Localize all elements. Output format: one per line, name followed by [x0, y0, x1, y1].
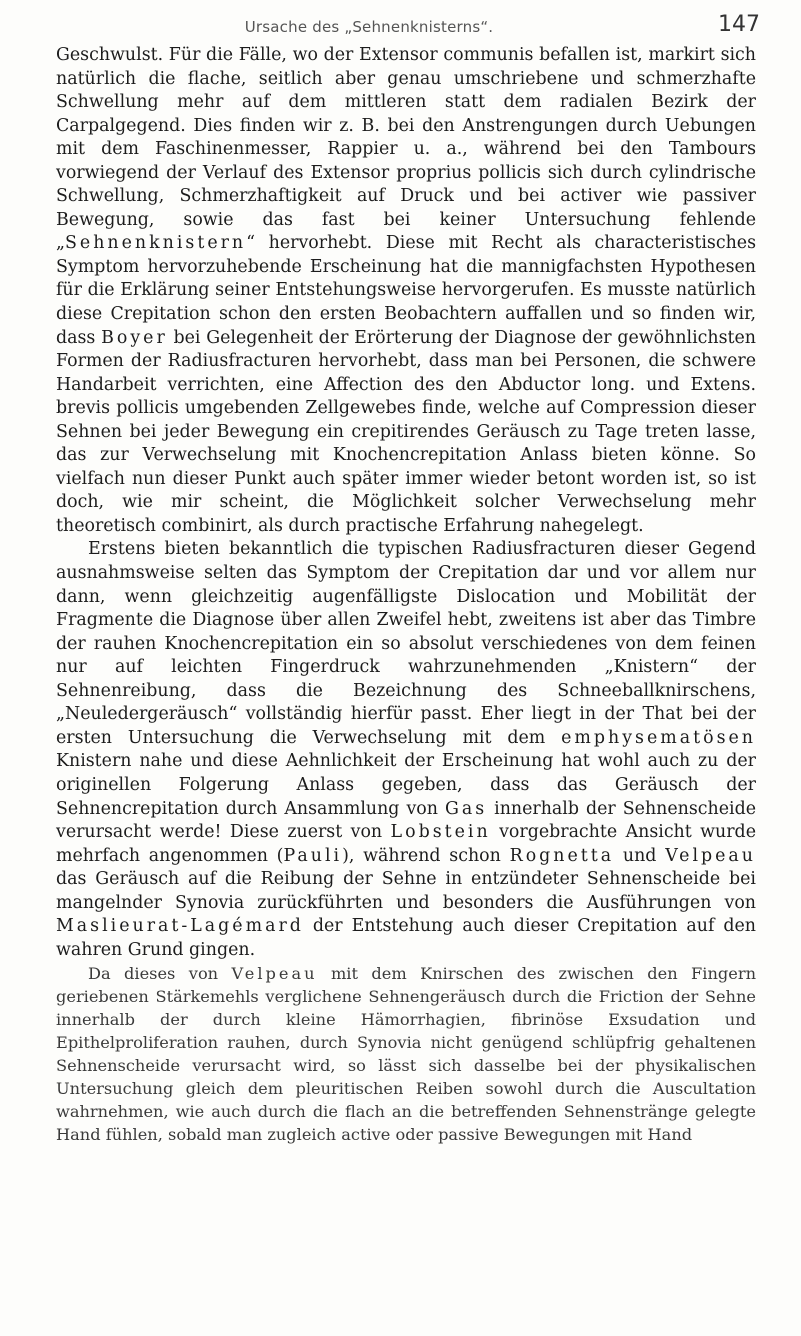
text-run: mit dem Knirschen des zwischen den Fingern geriebenen Stärkemehls verglichene Sehnengeräusch durch die Friction der Sehne innerhalb der durch kleine Hämorrhagien, fibrinöse Exsudation und Epithelproliferation rauhen, durch Synovia nicht genügend schlüpfrig gehaltenen Sehnenscheide verursacht wird, so lässt sich dasselbe bei der physikalischen Untersuchung gleich dem pleuritischen Reiben sowohl durch die Auscultation wahrnehmen, wie auch durch die flach an die betreffenden Sehnenstränge gelegte Hand fühlen, sobald man zugleich active oder passive Bewegungen mit Hand: [56, 964, 756, 1145]
text-run: ), während schon: [342, 845, 510, 866]
spaced-term: Sehnenknistern: [65, 233, 247, 254]
text-run: Geschwulst. Für die Fälle, wo der Extensor communis befallen ist, markirt sich natürlich die flache, seitlich aber genau umschriebene und schmerzhafte Schwellung mehr auf dem mittleren statt dem radialen Bezirk der Carpalgegend. Dies finden wir z. B. bei den Anstrengungen durch Uebungen mit dem Faschinenmesser, Rappier u. a., während bei den Tambours vorwiegend der Verlauf des Extensor proprius pollicis sich durch cylindrische Schwellung, Schmerzhaftigkeit auf Druck und bei activer wie passiver Bewegung, sowie das fast bei keiner Untersuchung fehlende „: [56, 45, 756, 254]
author-name: Boyer: [101, 327, 168, 348]
paragraph-1: [56, 44, 756, 538]
text-run: Erstens bieten bekanntlich die typischen Radiusfracturen dieser Gegend ausnahmsweise selten das Symptom der Crepitation dar und vor allem nur dann, wenn gleichzeitig augenfälligste Dislocation und Mobilität der Fragmente die Diagnose über allen Zweifel hebt, zweitens ist aber das Timbre der rauhen Knochencrepitation ein so absolut verschiedenes von dem feinen nur auf leichten Fingerdruck wahrzunehmenden „Knistern“ der Sehnenreibung, dass die Bezeichnung des Schneeballknirschens, „Neuledergeräusch“ vollständig hierfür passt. Eher liegt in der That bei der ersten Untersuchung die Verwechselung mit dem: [56, 539, 756, 748]
author-name: Rognetta: [509, 845, 615, 866]
paragraph-2: [56, 538, 756, 962]
page-number: 147: [718, 12, 760, 37]
text-run: Da dieses von: [88, 964, 232, 984]
author-name: Velpeau: [231, 964, 318, 984]
text-run: “ hervorhebt. Diese mit Recht als characteristisches Symptom hervorzuhebende Erscheinung hat die mannigfachsten Hypothesen für die Erklärung seiner Entstehungsweise hervorgerufen. Es musste natürlich diese Crepitation schon den ersten Beobachtern auffallen und so finden wir, dass: [56, 233, 756, 348]
spaced-term: Gas: [444, 798, 488, 819]
author-name: Velpeau: [665, 845, 756, 866]
author-name: Maslieurat-Lagémard: [56, 916, 304, 937]
author-name: Lobstein: [390, 822, 491, 843]
text-run: der Entstehung auch dieser Crepitation auf den wahren Grund gingen.: [56, 916, 756, 960]
running-title: Ursache des „Sehnenknisterns“.: [244, 18, 494, 36]
text-run: innerhalb der Sehnenscheide verursacht werde! Diese zuerst von: [56, 798, 756, 843]
running-head: [60, 10, 760, 46]
spaced-term: emphysematösen: [561, 727, 756, 748]
author-name: Pauli: [283, 845, 343, 866]
text-run: das Geräusch auf die Reibung der Sehne in entzündeter Sehnenscheide bei mangelnder Synovia zurückführten und besonders die Ausführungen von: [56, 869, 756, 913]
text-run: und: [614, 845, 666, 866]
text-run: Knistern nahe und diese Aehnlichkeit der Erscheinung hat wohl auch zu der originellen Folgerung Anlass gegeben, dass das Geräusch der Sehnencrepitation durch Ansammlung von: [56, 751, 756, 819]
body-text: [56, 44, 756, 1146]
text-run: vorgebrachte Ansicht wurde mehrfach angenommen (: [56, 822, 756, 866]
text-run: bei Gelegenheit der Erörterung der Diagnose der gewöhnlichsten Formen der Radiusfracturen hervorhebt, dass man bei Personen, die schwere Handarbeit verrichten, eine Affection des den Abductor long. und Extens. brevis pollicis umgebenden Zellgewebes finde, welche auf Compression dieser Sehnen bei jeder Bewegung ein crepitirendes Geräusch zu Tage treten lasse, das zur Verwechselung mit Knochencrepitation Anlass bieten könne. So vielfach nun dieser Punkt auch später immer wieder betont worden ist, so ist doch, wie mir scheint, die Möglichkeit solcher Verwechselung mehr theoretisch combinirt, als durch practische Erfahrung nahegelegt.: [56, 327, 756, 536]
paragraph-3: [56, 962, 756, 1146]
